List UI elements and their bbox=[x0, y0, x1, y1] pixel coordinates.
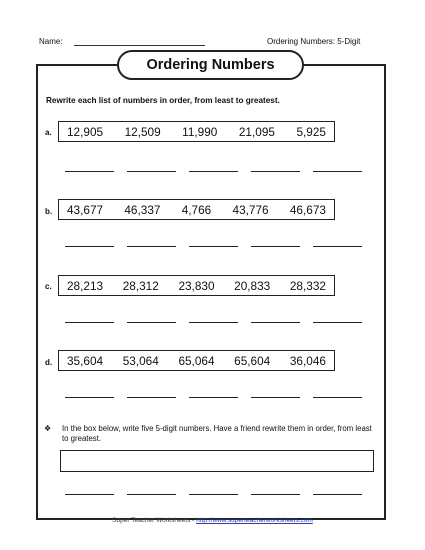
number-list-box bbox=[58, 275, 335, 296]
answer-line[interactable] bbox=[65, 171, 114, 172]
answer-line[interactable] bbox=[251, 494, 300, 495]
answer-line[interactable] bbox=[313, 397, 362, 398]
number-list-box bbox=[58, 121, 335, 142]
answer-line[interactable] bbox=[251, 246, 300, 247]
answer-line[interactable] bbox=[127, 397, 176, 398]
number-item: 43,677 bbox=[67, 202, 104, 217]
answer-line[interactable] bbox=[251, 171, 300, 172]
answer-line[interactable] bbox=[65, 494, 114, 495]
answer-line[interactable] bbox=[127, 246, 176, 247]
number-item: 36,046 bbox=[289, 353, 326, 368]
answer-line[interactable] bbox=[65, 246, 114, 247]
number-item: 43,776 bbox=[232, 202, 269, 217]
answer-line[interactable] bbox=[313, 322, 362, 323]
problem-label: d. bbox=[45, 358, 53, 367]
problem-label: a. bbox=[45, 128, 52, 137]
problem-label: b. bbox=[45, 207, 53, 216]
answer-line[interactable] bbox=[313, 494, 362, 495]
number-item: 46,337 bbox=[124, 202, 161, 217]
number-item: 28,213 bbox=[67, 278, 104, 293]
answer-line[interactable] bbox=[189, 494, 238, 495]
bullet-icon: ❖ bbox=[44, 424, 52, 433]
answer-line[interactable] bbox=[251, 397, 300, 398]
number-item: 28,332 bbox=[289, 278, 326, 293]
answer-line[interactable] bbox=[189, 246, 238, 247]
footer-site-name: Super Teacher Worksheets bbox=[112, 517, 191, 524]
answer-line[interactable] bbox=[313, 171, 362, 172]
answer-line[interactable] bbox=[189, 171, 238, 172]
name-label: Name: bbox=[39, 37, 63, 46]
answer-line[interactable] bbox=[189, 322, 238, 323]
write-numbers-box[interactable] bbox=[60, 450, 374, 472]
instructions: Rewrite each list of numbers in order, from least to greatest. bbox=[46, 96, 280, 105]
problem-label: c. bbox=[45, 282, 52, 291]
answer-line[interactable] bbox=[127, 171, 176, 172]
bonus-instructions: In the box below, write five 5-digit numbers. Have a friend rewrite them in order, from least to greatest. bbox=[62, 424, 372, 443]
name-field[interactable] bbox=[74, 45, 205, 46]
number-item: 53,064 bbox=[122, 353, 159, 368]
number-item: 11,990 bbox=[182, 124, 218, 139]
answer-line[interactable] bbox=[251, 322, 300, 323]
number-item: 46,673 bbox=[289, 202, 326, 217]
number-item: 12,905 bbox=[67, 124, 104, 139]
answer-line[interactable] bbox=[313, 246, 362, 247]
footer bbox=[0, 517, 425, 524]
number-item: 65,064 bbox=[178, 353, 215, 368]
footer-separator: - bbox=[190, 517, 197, 524]
number-list-box bbox=[58, 199, 335, 220]
number-item: 23,830 bbox=[178, 278, 215, 293]
number-item: 28,312 bbox=[122, 278, 159, 293]
footer-url-link[interactable]: http://www.superteacherworksheets.com bbox=[196, 517, 313, 524]
number-item: 4,766 bbox=[181, 202, 212, 217]
number-item: 21,095 bbox=[238, 124, 275, 139]
number-item: 5,925 bbox=[296, 124, 326, 139]
worksheet-subject: Ordering Numbers: 5-Digit bbox=[267, 37, 361, 46]
answer-line[interactable] bbox=[65, 322, 114, 323]
number-list-box bbox=[58, 350, 335, 371]
number-item: 35,604 bbox=[67, 353, 104, 368]
number-item: 65,604 bbox=[234, 353, 271, 368]
answer-line[interactable] bbox=[127, 494, 176, 495]
answer-line[interactable] bbox=[189, 397, 238, 398]
page-title: Ordering Numbers bbox=[117, 50, 304, 80]
number-item: 20,833 bbox=[234, 278, 271, 293]
answer-line[interactable] bbox=[65, 397, 114, 398]
number-item: 12,509 bbox=[124, 124, 161, 139]
answer-line[interactable] bbox=[127, 322, 176, 323]
